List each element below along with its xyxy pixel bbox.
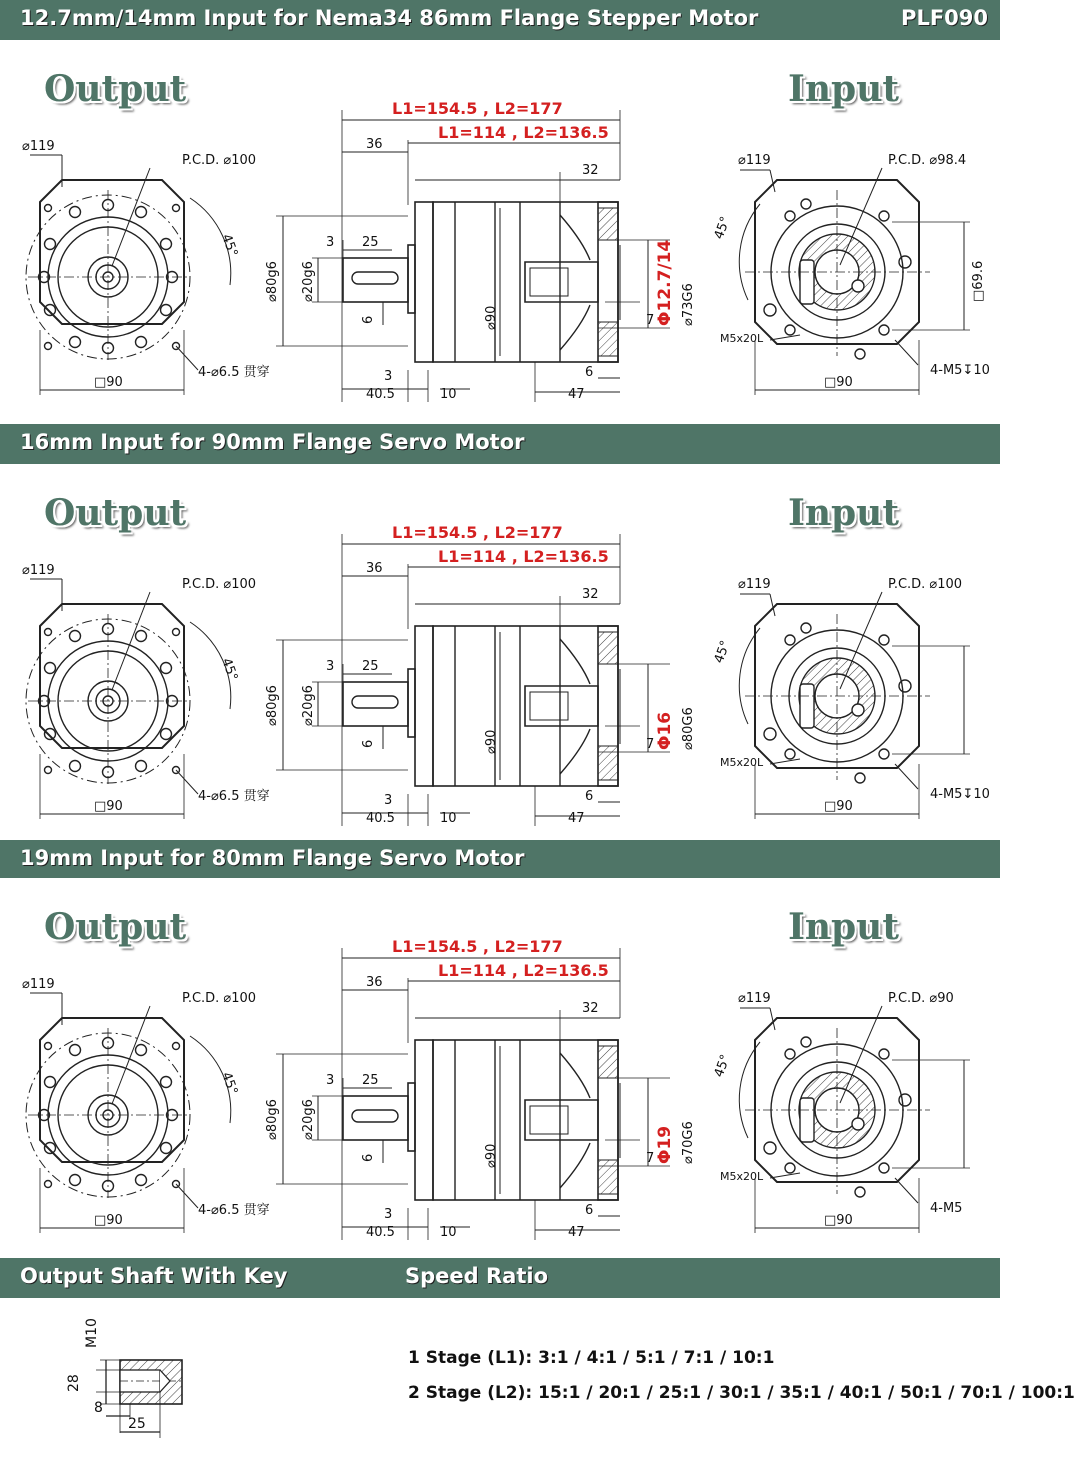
dim-pilot: ⌀80G6 bbox=[681, 707, 696, 750]
section-band-2 bbox=[0, 424, 1000, 464]
out-angle-label: 45° bbox=[218, 656, 241, 684]
out-holes-label: 4-⌀6.5 贯穿 bbox=[198, 365, 270, 380]
ratio-title: Speed Ratio bbox=[405, 1264, 548, 1288]
length-short-label: L1=114 , L2=136.5 bbox=[438, 961, 609, 980]
drawing-section-3 bbox=[0, 878, 1000, 1258]
drawing-svg bbox=[0, 40, 1000, 420]
side-view bbox=[276, 534, 670, 826]
out-angle-label: 45° bbox=[218, 232, 241, 260]
output-flange-view bbox=[26, 579, 231, 819]
input-flange-view bbox=[739, 1006, 970, 1233]
output-heading: Output bbox=[44, 68, 187, 110]
shaft-25-label: 25 bbox=[128, 1416, 146, 1432]
out-holes-label: 4-⌀6.5 贯穿 bbox=[198, 789, 270, 804]
drawing-section-1 bbox=[0, 40, 1000, 424]
dim-25: 25 bbox=[362, 659, 379, 674]
in-screw-label: M5x20L bbox=[720, 1170, 764, 1183]
in-pcd-label: P.C.D. ⌀90 bbox=[888, 991, 954, 1006]
drawing-svg bbox=[0, 464, 1000, 844]
section-title-1: 12.7mm/14mm Input for Nema34 86mm Flange Stepper Motor bbox=[20, 6, 759, 30]
dim-7: 7 bbox=[646, 1151, 655, 1166]
out-angle-label: 45° bbox=[218, 1070, 241, 1098]
dim-25: 25 bbox=[362, 235, 379, 250]
dim-90: ⌀90 bbox=[484, 1143, 499, 1168]
section-band-3 bbox=[0, 840, 1000, 878]
dim-7: 7 bbox=[646, 313, 655, 328]
shaft-8-label: 8 bbox=[94, 1400, 103, 1416]
out-square-label: □90 bbox=[94, 799, 123, 814]
stage-1-ratios: 1 Stage (L1): 3:1 / 4:1 / 5:1 / 7:1 / 10:1 bbox=[408, 1348, 775, 1368]
out-pcd-dia-label: ⌀119 bbox=[22, 139, 55, 154]
dim-90: ⌀90 bbox=[484, 729, 499, 754]
out-pcd-label: P.C.D. ⌀100 bbox=[182, 577, 257, 592]
section-band-1 bbox=[0, 0, 1000, 40]
in-dia-label: ⌀119 bbox=[738, 991, 771, 1006]
dim-10: 10 bbox=[440, 811, 457, 826]
dim-90: ⌀90 bbox=[484, 305, 499, 330]
output-flange-view bbox=[26, 993, 231, 1233]
dim-6b: 6 bbox=[585, 1203, 594, 1218]
dim-6b: 6 bbox=[585, 789, 594, 804]
shaft-title: Output Shaft With Key bbox=[20, 1264, 288, 1288]
in-dia-label: ⌀119 bbox=[738, 577, 771, 592]
length-long-label: L1=154.5 , L2=177 bbox=[392, 99, 563, 118]
dim-20: ⌀20g6 bbox=[301, 685, 316, 726]
input-bore-label: Φ19 bbox=[655, 1125, 675, 1164]
dim-pilot: ⌀73G6 bbox=[681, 283, 696, 326]
out-pcd-label: P.C.D. ⌀100 bbox=[182, 153, 257, 168]
side-view bbox=[276, 948, 670, 1240]
out-holes-label: 4-⌀6.5 贯穿 bbox=[198, 1203, 270, 1218]
in-angle-label: 45° bbox=[711, 1052, 734, 1080]
dim-3b: 3 bbox=[384, 369, 393, 384]
in-angle-label: 45° bbox=[711, 214, 734, 242]
length-short-label: L1=114 , L2=136.5 bbox=[438, 123, 609, 142]
in-screw-label: M5x20L bbox=[720, 332, 764, 345]
dim-47: 47 bbox=[568, 387, 585, 402]
section-band-4 bbox=[0, 1258, 1000, 1298]
output-shaft-key-detail bbox=[40, 1298, 280, 1458]
in-angle-label: 45° bbox=[711, 638, 734, 666]
input-flange-view bbox=[739, 168, 970, 395]
dim-3: 3 bbox=[326, 1073, 335, 1088]
section-title-2: 16mm Input for 90mm Flange Servo Motor bbox=[20, 430, 525, 454]
dim-47: 47 bbox=[568, 811, 585, 826]
dim-6: 6 bbox=[361, 739, 376, 748]
dim-7: 7 bbox=[646, 737, 655, 752]
dim-pilot: ⌀70G6 bbox=[681, 1121, 696, 1164]
dim-20: ⌀20g6 bbox=[301, 1099, 316, 1140]
dim-10: 10 bbox=[440, 1225, 457, 1240]
in-holes-label: 4-M5 bbox=[930, 1201, 963, 1216]
out-pcd-dia-label: ⌀119 bbox=[22, 563, 55, 578]
input-flange-view bbox=[739, 592, 970, 819]
input-bore-label: Φ12.7/14 bbox=[655, 239, 675, 326]
shaft-m10-label: M10 bbox=[84, 1318, 100, 1348]
drawing-svg bbox=[0, 878, 1000, 1258]
stage-2-ratios: 2 Stage (L2): 15:1 / 20:1 / 25:1 / 30:1 / 35:1 / 40:1 / 50:1 / 70:1 / 100:1 bbox=[408, 1383, 1075, 1403]
dim-80: ⌀80g6 bbox=[265, 261, 280, 302]
length-long-label: L1=154.5 , L2=177 bbox=[392, 523, 563, 542]
dim-36: 36 bbox=[366, 561, 383, 576]
dim-80: ⌀80g6 bbox=[265, 685, 280, 726]
in-holes-label: 4-M5↧10 bbox=[930, 363, 990, 378]
drawing-section-2 bbox=[0, 464, 1000, 840]
dim-32: 32 bbox=[582, 163, 599, 178]
in-square-side-label: □69.6 bbox=[971, 260, 986, 302]
dim-20: ⌀20g6 bbox=[301, 261, 316, 302]
dim-40-5: 40.5 bbox=[366, 1225, 395, 1240]
output-flange-view bbox=[26, 155, 231, 395]
output-heading: Output bbox=[44, 906, 187, 948]
out-pcd-label: P.C.D. ⌀100 bbox=[182, 991, 257, 1006]
dim-32: 32 bbox=[582, 587, 599, 602]
dim-3b: 3 bbox=[384, 793, 393, 808]
dim-25: 25 bbox=[362, 1073, 379, 1088]
out-square-label: □90 bbox=[94, 375, 123, 390]
dim-40-5: 40.5 bbox=[366, 387, 395, 402]
in-pcd-label: P.C.D. ⌀100 bbox=[888, 577, 963, 592]
in-dia-label: ⌀119 bbox=[738, 153, 771, 168]
model-label: PLF090 bbox=[901, 6, 988, 30]
input-heading: Input bbox=[788, 906, 899, 948]
in-square-label: □90 bbox=[824, 1213, 853, 1228]
dim-6: 6 bbox=[361, 315, 376, 324]
output-heading: Output bbox=[44, 492, 187, 534]
section-title-3: 19mm Input for 80mm Flange Servo Motor bbox=[20, 846, 525, 870]
dim-36: 36 bbox=[366, 975, 383, 990]
length-long-label: L1=154.5 , L2=177 bbox=[392, 937, 563, 956]
in-square-label: □90 bbox=[824, 799, 853, 814]
dim-47: 47 bbox=[568, 1225, 585, 1240]
dim-3: 3 bbox=[326, 659, 335, 674]
dim-6: 6 bbox=[361, 1153, 376, 1162]
input-heading: Input bbox=[788, 492, 899, 534]
out-square-label: □90 bbox=[94, 1213, 123, 1228]
in-holes-label: 4-M5↧10 bbox=[930, 787, 990, 802]
length-short-label: L1=114 , L2=136.5 bbox=[438, 547, 609, 566]
input-bore-label: Φ16 bbox=[655, 711, 675, 750]
input-heading: Input bbox=[788, 68, 899, 110]
dim-3b: 3 bbox=[384, 1207, 393, 1222]
dim-80: ⌀80g6 bbox=[265, 1099, 280, 1140]
dim-6b: 6 bbox=[585, 365, 594, 380]
in-pcd-label: P.C.D. ⌀98.4 bbox=[888, 153, 967, 168]
dim-32: 32 bbox=[582, 1001, 599, 1016]
in-square-label: □90 bbox=[824, 375, 853, 390]
shaft-28-label: 28 bbox=[66, 1374, 82, 1392]
out-pcd-dia-label: ⌀119 bbox=[22, 977, 55, 992]
dim-10: 10 bbox=[440, 387, 457, 402]
dim-36: 36 bbox=[366, 137, 383, 152]
dim-3: 3 bbox=[326, 235, 335, 250]
dim-40-5: 40.5 bbox=[366, 811, 395, 826]
side-view bbox=[276, 110, 670, 402]
in-screw-label: M5x20L bbox=[720, 756, 764, 769]
